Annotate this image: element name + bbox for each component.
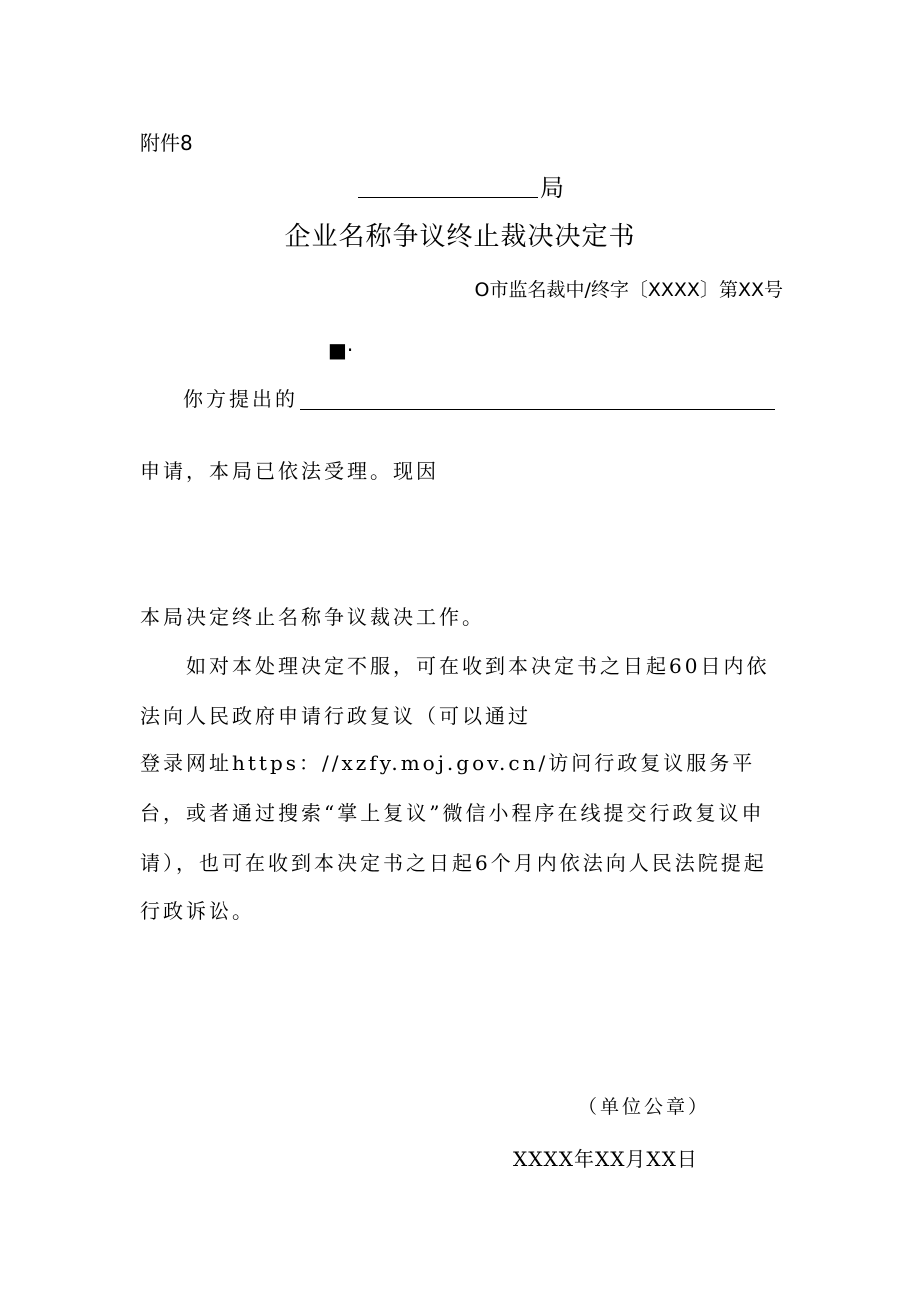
- recipient-mark: ■·: [328, 338, 354, 362]
- decision-statement: 本局决定终止名称争议裁决工作。: [140, 605, 485, 629]
- appeal-line: 法向人民政府申请行政复议（可以通过: [140, 704, 531, 728]
- document-title: 企业名称争议终止裁决决定书: [284, 222, 636, 252]
- accepted-statement: 申请，本局已依法受理。现因: [140, 459, 439, 483]
- appeal-line: 台，或者通过搜索“掌上复议”微信小程序在线提交行政复议申: [140, 801, 765, 825]
- attachment-label: 附件8: [140, 131, 193, 155]
- appeal-line: 登录网址https：//xzfy.moj.gov.cn/访问行政复议服务平: [140, 751, 756, 775]
- bureau-name-blank: [358, 173, 538, 198]
- appeal-line: 请），也可在收到本决定书之日起6个月内依法向人民法院提起: [140, 851, 767, 875]
- bureau-suffix: 局: [540, 174, 564, 202]
- application-blank: [300, 387, 775, 410]
- applicant-prefix: 你方提出的: [183, 387, 298, 411]
- appeal-line: 行政诉讼。: [140, 899, 255, 923]
- applicant-line: [183, 383, 775, 412]
- issue-date: XXXX年XX月XX日: [513, 1147, 698, 1171]
- appeal-line: 如对本处理决定不服，可在收到本决定书之日起60日内依: [186, 654, 770, 678]
- document-number: O市监名裁中/终字〔XXXX〕第XX号: [474, 279, 783, 301]
- unit-seal-label: （单位公章）: [578, 1096, 711, 1118]
- bureau-name-line: [358, 168, 564, 203]
